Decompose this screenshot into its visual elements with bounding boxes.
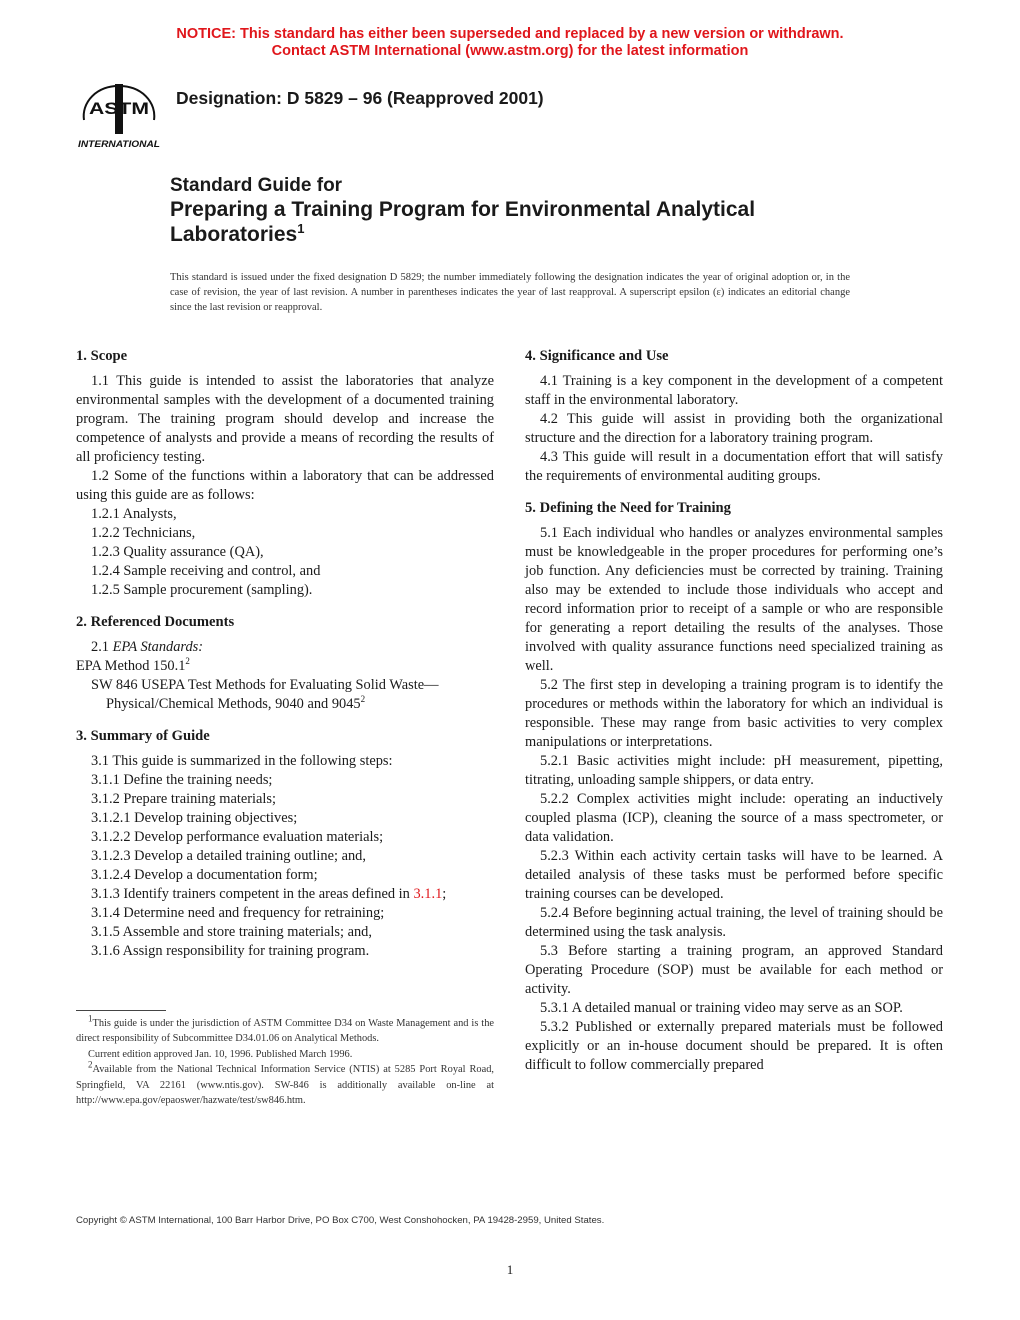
list-item: 3.1.6 Assign responsibility for training program. bbox=[91, 943, 370, 959]
page-number: 1 bbox=[506, 1262, 514, 1277]
list-item: 3.1.5 Assemble and store training materials; and, bbox=[91, 924, 372, 940]
para-5-2-2: 5.2.2 Complex activities might include: operating an inductively coupled plasma (ICP), cleaning the source of a mass spectrometer, or data validation. bbox=[525, 791, 943, 845]
title-footnote-ref: 1 bbox=[297, 221, 305, 236]
supersede-notice bbox=[0, 26, 1020, 60]
xref-3-1-1[interactable]: 3.1.1 bbox=[413, 886, 443, 902]
para-5-1: 5.1 Each individual who handles or analyzes environmental samples must be knowledgeable in the proper procedures for performing one’s job function. Any deficiencies must be corrected by training. Training also may be extended to include those individuals who accept and record information prior to receipt of a sample or who are responsible for generating a report detailing the results of the analyses. Those involved with quality assurance functions need specialized training as well. bbox=[525, 525, 943, 674]
list-item: 1.2.5 Sample procurement (sampling). bbox=[91, 582, 313, 598]
list-item: 3.1.2.3 Develop a detailed training outline; and, bbox=[91, 848, 366, 864]
list-item: 1.2.3 Quality assurance (QA), bbox=[91, 544, 264, 560]
para-4-1: 4.1 Training is a key component in the development of a competent staff in the environmental laboratory. bbox=[525, 373, 943, 408]
ref-epa: EPA Method 150.1$^2$ bbox=[76, 656, 190, 674]
notice-line-1: NOTICE: This standard has either been superseded and replaced by a new version or withdrawn. bbox=[176, 26, 844, 42]
list-item: 1.2.4 Sample receiving and control, and bbox=[91, 563, 321, 579]
para-5-3: 5.3 Before starting a training program, an approved Standard Operating Procedure (SOP) must be available for each method or activity. bbox=[525, 943, 943, 997]
copyright-line: Copyright © ASTM International, 100 Barr Harbor Drive, PO Box C700, West Conshohocken, PA 19428-2959, United States. bbox=[76, 1215, 605, 1226]
list-item: 3.1.2.1 Develop training objectives; bbox=[91, 810, 298, 826]
list-item: 1.2.2 Technicians, bbox=[91, 525, 196, 541]
title-prefix: Standard Guide for bbox=[170, 175, 343, 196]
para-5-3-2: 5.3.2 Published or externally prepared materials must be followed explicitly or an in-house document should be prepared. It is often difficult to follow commercially prepared bbox=[525, 1019, 943, 1073]
designation: Designation: D 5829 – 96 (Reapproved 2001) bbox=[176, 88, 544, 108]
left-column bbox=[76, 346, 494, 961]
para-1-2: 1.2 Some of the functions within a laboratory that can be addressed using this guide are as follows: bbox=[76, 468, 494, 503]
list-item: 3.1.2.2 Develop performance evaluation materials; bbox=[91, 829, 384, 845]
footnote-1-edition: Current edition approved Jan. 10, 1996. Published March 1996. bbox=[88, 1048, 353, 1060]
para-1-1: 1.1 This guide is intended to assist the laboratories that analyze environmental samples with the development of a documented training program. The training program should develop and increase the competence of analysts and provide a means of recording the results of all proficiency testing. bbox=[76, 373, 494, 465]
right-column bbox=[525, 346, 943, 1075]
para-3-1-3: 3.1.3 Identify trainers competent in the areas defined in 3.1.1; bbox=[91, 886, 447, 902]
para-2-1: 2.1 EPA Standards: bbox=[91, 639, 204, 655]
list-item: 1.2.1 Analysts, bbox=[91, 506, 177, 522]
ref-sw846: SW 846 USEPA Test Methods for Evaluating Solid Waste—Physical/Chemical Methods, 9040 and 9045$^2$ bbox=[91, 677, 439, 712]
section-2-heading: 2. Referenced Documents bbox=[76, 614, 235, 630]
logo-subtitle: INTERNATIONAL bbox=[78, 139, 160, 149]
section-1-heading: 1. Scope bbox=[76, 348, 128, 364]
list-item: 3.1.2.4 Develop a documentation form; bbox=[91, 867, 318, 883]
section-5-heading: 5. Defining the Need for Training bbox=[525, 500, 731, 516]
list-item: 3.1.1 Define the training needs; bbox=[91, 772, 273, 788]
footnote-2: $^2$Available from the National Technical Information Service (NTIS) at 5285 Port Royal Road, Springfield, VA 22161 (www.ntis.gov). SW-846 is additionally available on-line at http://www.epa.gov/epaoswer/hazwate/test/sw846.htm. bbox=[76, 1059, 494, 1107]
para-5-2-4: 5.2.4 Before beginning actual training, the level of training should be determined using the task analysis. bbox=[525, 905, 943, 940]
logo-letters: ASTM bbox=[89, 99, 149, 118]
para-4-3: 4.3 This guide will result in a documentation effort that will satisfy the requirements of environmental auditing groups. bbox=[525, 449, 943, 484]
para-5-2-3: 5.2.3 Within each activity certain tasks will have to be learned. A detailed analysis of these tasks must be performed before specific training courses can be developed. bbox=[525, 848, 943, 902]
issuance-note: This standard is issued under the fixed designation D 5829; the number immediately following the designation indicates the year of original adoption or, in the case of revision, the year of last revision. A number in parentheses indicates the year of last reapproval. A superscript epsilon (ε) indicates an editorial change since the last revision or reapproval. bbox=[170, 272, 850, 313]
para-4-2: 4.2 This guide will assist in providing both the organizational structure and the direction for a laboratory training program. bbox=[525, 411, 943, 446]
astm-logo bbox=[74, 74, 164, 150]
footnote-1: $^1$This guide is under the jurisdiction of ASTM Committee D34 on Waste Management and is the direct responsibility of Subcommittee D34.01.06 on Analytical Methods. bbox=[76, 1013, 494, 1045]
para-5-2: 5.2 The first step in developing a training program is to identify the procedures or methods within the laboratory for which an individual is responsible. These may range from basic activities to very complex manipulations or interpretations. bbox=[525, 677, 943, 750]
para-3-1: 3.1 This guide is summarized in the following steps: bbox=[91, 753, 393, 769]
list-item: 3.1.4 Determine need and frequency for retraining; bbox=[91, 905, 385, 921]
footnotes bbox=[76, 1013, 494, 1108]
section-3-heading: 3. Summary of Guide bbox=[76, 728, 210, 744]
para-5-3-1: 5.3.1 A detailed manual or training video may serve as an SOP. bbox=[540, 1000, 903, 1016]
para-5-2-1: 5.2.1 Basic activities might include: pH measurement, pipetting, titrating, unloading sample shippers, or data entry. bbox=[525, 753, 943, 788]
title-main: Preparing a Training Program for Environmental Analytical Laboratories$^1$ bbox=[170, 198, 756, 246]
list-item: 3.1.2 Prepare training materials; bbox=[91, 791, 277, 807]
section-4-heading: 4. Significance and Use bbox=[525, 348, 669, 364]
footnote-rule bbox=[76, 1010, 166, 1011]
notice-line-2: Contact ASTM International (www.astm.org) for the latest information bbox=[271, 43, 749, 59]
document-title bbox=[170, 175, 890, 247]
